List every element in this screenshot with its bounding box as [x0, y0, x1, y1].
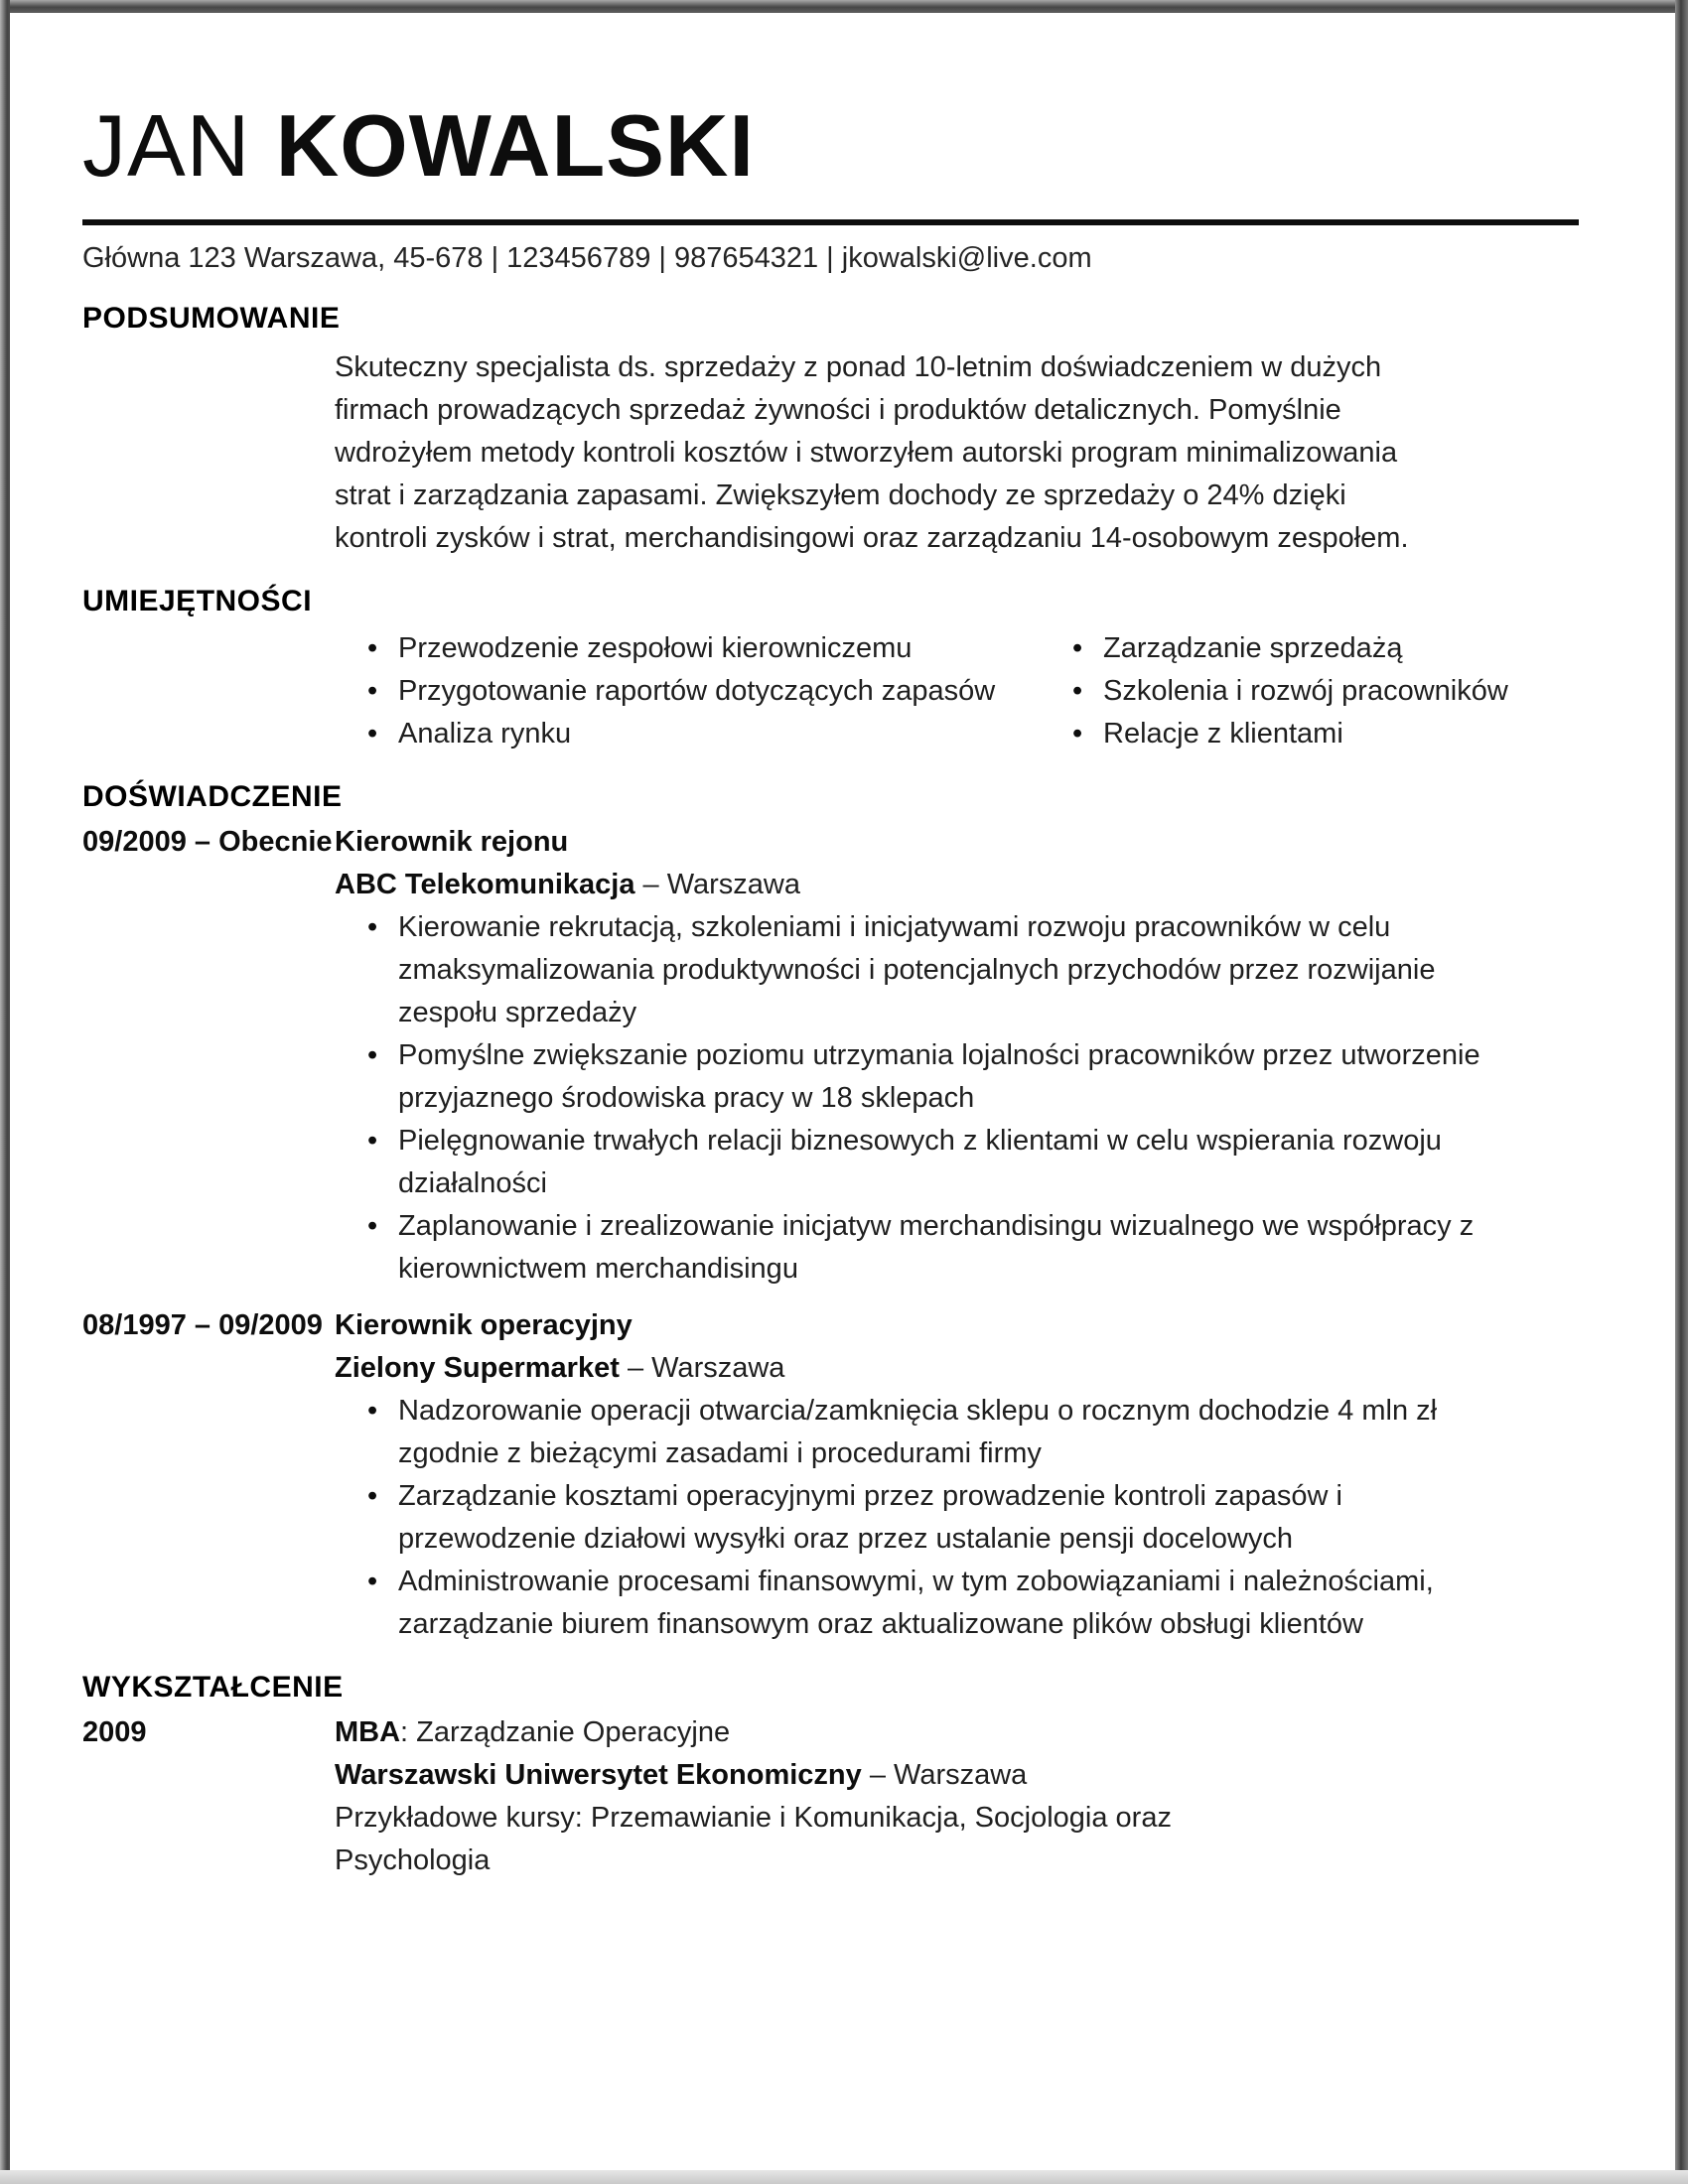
- page-frame-right: [1675, 0, 1688, 2170]
- job-details: [335, 821, 1616, 1291]
- skill-item: • Przewodzenie zespołowi kierowniczemu: [335, 627, 1040, 670]
- section-education: [82, 1668, 1616, 1882]
- dash-separator: –: [869, 1759, 886, 1791]
- job-bullet: • Kierowanie rekrutacją, szkoleniami i inicjatywami rozwoju pracowników w celu zmaksymalizowania produktywności i potencjalnych przychodów przez rozwijanie zespołu sprzedaży: [335, 906, 1510, 1034]
- education-degree-field: : Zarządzanie Operacyjne: [400, 1716, 731, 1748]
- job-bullet: • Zaplanowanie i zrealizowanie inicjatyw merchandisingu wizualnego we współpracy z kierownictwem merchandisingu: [335, 1205, 1510, 1291]
- page-frame-left: [0, 0, 10, 2170]
- job-dates: 08/1997 – 09/2009: [82, 1309, 323, 1341]
- page-frame-bottom: [0, 2170, 1688, 2184]
- dash-separator: –: [642, 869, 659, 900]
- job-bullet: • Nadzorowanie operacji otwarcia/zamknięcia sklepu o rocznym dochodzie 4 mln zł zgodnie z bieżącymi zasadami i procedurami firmy: [335, 1390, 1510, 1475]
- job-title: Kierownik operacyjny: [335, 1309, 633, 1341]
- job-company-line: [335, 1347, 1616, 1390]
- section-summary: [82, 299, 1616, 560]
- education-school-line: [335, 1754, 1616, 1797]
- job-bullet: • Zarządzanie kosztami operacyjnymi przez prowadzenie kontroli zapasów i przewodzenie działowi wysyłki oraz przez ustalanie pensji docelowych: [335, 1475, 1510, 1561]
- education-heading: WYKSZTAŁCENIE: [82, 1671, 344, 1704]
- experience-heading: DOŚWIADCZENIE: [82, 780, 343, 813]
- job-bullet: • Pomyślne zwiększanie poziomu utrzymania lojalności pracowników przez utworzenie przyjaznego środowiska pracy w 18 sklepach: [335, 1034, 1510, 1120]
- job-bullet-list: [335, 906, 1616, 1291]
- education-degree: MBA: [335, 1716, 401, 1748]
- summary-heading: PODSUMOWANIE: [82, 302, 341, 335]
- skills-columns: [335, 627, 1616, 755]
- job-company: ABC Telekomunikacja: [335, 869, 635, 900]
- education-entry: [82, 1711, 1616, 1882]
- education-courses: Przykładowe kursy: Przemawianie i Komunikacja, Socjologia oraz Psychologia: [335, 1802, 1172, 1876]
- section-experience: [82, 777, 1616, 1646]
- candidate-last-name: KOWALSKI: [275, 96, 755, 195]
- job-company-line: [335, 864, 1616, 906]
- skills-list-right: [1040, 627, 1508, 755]
- skill-item: • Przygotowanie raportów dotyczących zapasów: [335, 670, 1040, 713]
- skill-item: • Analiza rynku: [335, 713, 1040, 755]
- skill-item: • Zarządzanie sprzedażą: [1040, 627, 1508, 670]
- education-year: 2009: [82, 1716, 147, 1748]
- job-location: Warszawa: [651, 1352, 785, 1384]
- contact-line: Główna 123 Warszawa, 45-678 | 123456789 | 987654321 | jkowalski@live.com: [82, 242, 1092, 274]
- section-skills: [82, 582, 1616, 755]
- job-dates: 09/2009 – Obecnie: [82, 826, 333, 858]
- summary-paragraph: Skuteczny specjalista ds. sprzedaży z ponad 10-letnim doświadczeniem w dużych firmach prowadzących sprzedaż żywności i produktów detalicznych. Pomyślnie wdrożyłem metody kontroli kosztów i stworzyłem autorski program minimalizowania strat i zarządzania zapasami. Zwiększyłem dochody ze sprzedaży o 24% dzięki kontroli zysków i strat, merchandisingowi oraz zarządzaniu 14-osobowym zespołem.: [335, 351, 1409, 554]
- skills-heading: UMIEJĘTNOŚCI: [82, 585, 313, 617]
- resume-page: [10, 13, 1675, 2170]
- education-school: Warszawski Uniwersytet Ekonomiczny: [335, 1759, 862, 1791]
- skill-item: • Relacje z klientami: [1040, 713, 1508, 755]
- skills-list-left: [335, 627, 1040, 755]
- education-location: Warszawa: [894, 1759, 1028, 1791]
- job-company: Zielony Supermarket: [335, 1352, 620, 1384]
- job-location: Warszawa: [666, 869, 800, 900]
- page-frame-top: [0, 0, 1688, 13]
- job-bullet: • Administrowanie procesami finansowymi, w tym zobowiązaniami i należnościami, zarządzanie biurem finansowym oraz aktualizowane plików obsługi klientów: [335, 1561, 1510, 1646]
- job-entry: [82, 821, 1616, 1291]
- education-degree-line: [335, 1711, 1616, 1754]
- dash-separator: –: [627, 1352, 644, 1384]
- candidate-name: [82, 96, 1616, 195]
- education-details: [335, 1711, 1616, 1882]
- job-bullet-list: [335, 1390, 1616, 1646]
- job-bullet: • Pielęgnowanie trwałych relacji biznesowych z klientami w celu wspierania rozwoju działalności: [335, 1120, 1510, 1205]
- job-entry: [82, 1304, 1616, 1646]
- header-divider-rule: [82, 219, 1579, 225]
- job-details: [335, 1304, 1616, 1646]
- skill-item: • Szkolenia i rozwój pracowników: [1040, 670, 1508, 713]
- candidate-first-name: JAN: [82, 96, 251, 195]
- job-title: Kierownik rejonu: [335, 826, 569, 858]
